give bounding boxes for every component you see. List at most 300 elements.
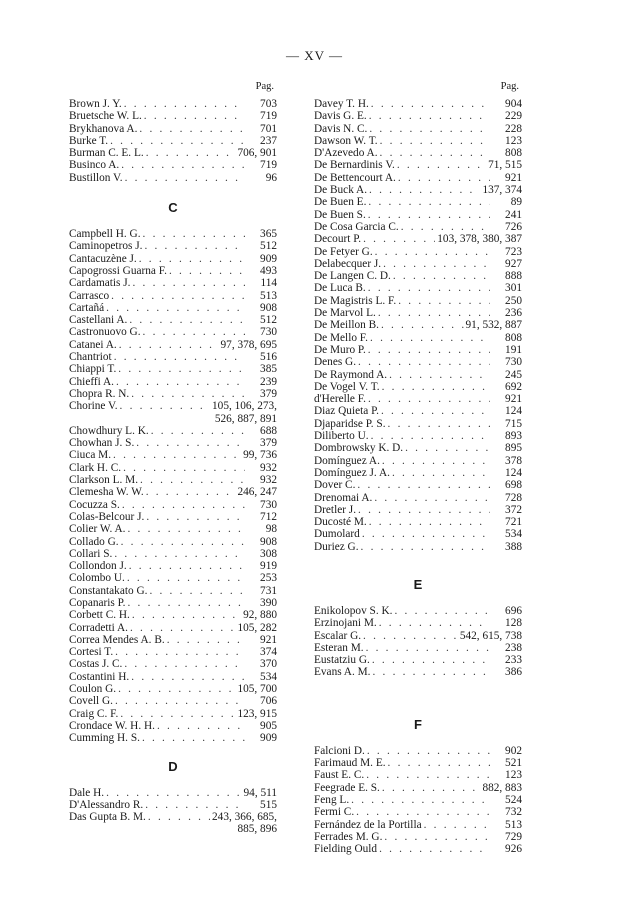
entry-name: De Buen S. (314, 208, 366, 221)
index-entry (314, 172, 522, 184)
dot-leader (383, 258, 490, 270)
index-column-right (314, 80, 522, 855)
dot-leader (424, 819, 490, 831)
dot-leader (120, 708, 235, 720)
index-entry (69, 425, 277, 437)
entry-pages: 895 (505, 442, 522, 455)
entry-name: Clarkson L. M. (69, 474, 139, 487)
dot-leader (381, 319, 464, 331)
entry-name: Costas J. C. (69, 658, 123, 671)
dot-leader (157, 720, 245, 732)
entry-pages: 229 (505, 110, 522, 123)
entry-pages: 388 (505, 540, 522, 553)
entry-pages: 123 (505, 134, 522, 147)
entry-name: Copanaris P. (69, 596, 126, 609)
index-entry (69, 228, 277, 240)
entry-pages: 882, 883 (482, 781, 522, 794)
dot-leader (118, 363, 245, 375)
index-entry (314, 745, 522, 757)
entry-name: Businco A. (69, 159, 120, 172)
entry-name: D'Azevedo A. (314, 147, 378, 160)
index-group (69, 98, 277, 184)
entry-name: De Fetyer G. (314, 245, 373, 258)
index-entry (69, 511, 277, 523)
entry-name: Dumolard (314, 528, 360, 541)
entry-name: Chieffi A. (69, 375, 114, 388)
entry-pages: 927 (505, 257, 522, 270)
dot-leader (131, 671, 245, 683)
entry-pages: 729 (505, 830, 522, 843)
entry-pages: 926 (505, 843, 522, 856)
entry-pages: 96 (265, 171, 277, 184)
index-entry (314, 617, 522, 629)
entry-name: De Magistris L. F. (314, 294, 397, 307)
entry-name: Chowdhury L. K. (69, 424, 149, 437)
entry-pages: 239 (260, 375, 277, 388)
entry-pages: 521 (505, 757, 522, 770)
index-entry (69, 98, 277, 110)
index-entry (69, 290, 277, 302)
entry-pages: 909 (260, 252, 277, 265)
entry-pages: 253 (260, 572, 277, 585)
index-entry (69, 695, 277, 707)
index-entry (69, 622, 277, 634)
entry-name: Faust E. C. (314, 769, 365, 782)
index-entry (314, 630, 522, 642)
entry-pages: 245 (505, 368, 522, 381)
index-entry (314, 605, 522, 617)
entry-name: Cocuzza S. (69, 498, 120, 511)
entry-name: Brykhanova A. (69, 122, 138, 135)
entry-name: De Luca B. (314, 282, 366, 295)
index-entry (69, 609, 277, 621)
entry-name: Falcioni D. (314, 744, 365, 757)
dot-leader (140, 474, 245, 486)
entry-name: Colier W. A. (69, 523, 126, 536)
entry-name: Enikolopov S. K. (314, 604, 393, 617)
dot-leader (139, 253, 245, 265)
entry-pages: 191 (505, 343, 522, 356)
index-entry (69, 474, 277, 486)
dot-leader (146, 147, 236, 159)
entry-name: Fernández de la Portilla (314, 818, 422, 831)
index-entry (69, 253, 277, 265)
entry-name: De Muro P. (314, 343, 366, 356)
index-entry (314, 757, 522, 769)
entry-pages: 137, 374 (482, 184, 522, 197)
entry-name: Dawson W. T. (314, 134, 378, 147)
entry-pages: 94, 511 (243, 786, 277, 799)
index-entry (314, 479, 522, 491)
index-entry (314, 418, 522, 430)
entry-pages: 365 (260, 228, 277, 241)
dot-leader (131, 388, 245, 400)
entry-pages: 512 (260, 240, 277, 253)
index-entry (69, 486, 277, 498)
dot-leader (356, 806, 490, 818)
entry-name: Capogrossi Guarna F. (69, 264, 167, 277)
entry-name: Burke T. (69, 134, 109, 147)
dot-leader (405, 442, 490, 454)
entry-pages: 908 (260, 301, 277, 314)
dot-leader (114, 351, 245, 363)
entry-name: Eustatziu G. (314, 654, 370, 667)
entry-pages: 233 (505, 654, 522, 667)
entry-pages: 909 (260, 732, 277, 745)
dot-leader (379, 617, 490, 629)
dot-leader (351, 794, 490, 806)
entry-name: Feegrade E. S. (314, 781, 380, 794)
entry-name: Das Gupta B. M. (69, 811, 146, 824)
entry-pages: 370 (260, 658, 277, 671)
entry-name: De Bettencourt A. (314, 171, 396, 184)
dot-leader (380, 135, 490, 147)
index-entry (314, 541, 522, 553)
index-entry (69, 811, 277, 823)
entry-pages: 542, 615, 738 (459, 629, 522, 642)
index-entry (314, 270, 522, 282)
dot-leader (366, 769, 490, 781)
index-entry (69, 339, 277, 351)
entry-name: Constantakato G. (69, 584, 148, 597)
entry-pages: 905 (260, 719, 277, 732)
index-entry (69, 159, 277, 171)
entry-name: Caminopetros J. (69, 240, 143, 253)
dot-leader (123, 462, 245, 474)
index-entry (69, 708, 277, 720)
index-entry (314, 123, 522, 135)
entry-name: Corbett C. H. (69, 609, 130, 622)
entry-pages: 493 (260, 264, 277, 277)
entry-name: Dale H. (69, 786, 105, 799)
dot-leader (169, 265, 245, 277)
index-entry (314, 528, 522, 540)
index-entry (69, 147, 277, 159)
index-entry (314, 430, 522, 442)
dot-leader (370, 332, 490, 344)
index-entry (314, 666, 522, 678)
dot-leader (368, 344, 490, 356)
index-entry (314, 455, 522, 467)
entry-pages: 513 (505, 818, 522, 831)
entry-name: Chantriot (69, 351, 112, 364)
index-entry (314, 442, 522, 454)
dot-leader (375, 246, 490, 258)
entry-name: De Meillon B. (314, 319, 379, 332)
dot-leader (116, 376, 245, 388)
entry-name: Dretler J. (314, 503, 357, 516)
entry-pages: 236 (505, 307, 522, 320)
index-entry (314, 769, 522, 781)
index-group (314, 98, 522, 553)
entry-pages: 698 (505, 479, 522, 492)
entry-pages: 526, 887, 891 (214, 412, 277, 425)
index-entry (69, 634, 277, 646)
dot-leader (367, 745, 490, 757)
entry-name: Diliberto U. (314, 430, 369, 443)
section-letter-c: C (168, 200, 178, 216)
dot-leader (358, 356, 490, 368)
entry-name: De Buen E. (314, 196, 367, 209)
entry-name: De Bernardinis V. (314, 159, 395, 172)
index-entry (314, 467, 522, 479)
entry-name: Decourt P. (314, 233, 362, 246)
entry-name: Ciuca M. (69, 449, 112, 462)
index-entry-continuation (69, 413, 277, 425)
index-entry (314, 209, 522, 221)
index-entry (69, 135, 277, 147)
index-entry (69, 585, 277, 597)
entry-name: Colas-Belcour J. (69, 510, 145, 523)
entry-name: Crondace W. H. H. (69, 719, 155, 732)
entry-pages: 732 (505, 806, 522, 819)
entry-pages: 808 (505, 147, 522, 160)
entry-name: Colombo U. (69, 572, 125, 585)
index-entry (314, 147, 522, 159)
entry-name: Ducosté M. (314, 516, 367, 529)
entry-pages: 921 (260, 633, 277, 646)
dot-leader (362, 528, 490, 540)
dot-leader (368, 282, 490, 294)
entry-name: Covell G. (69, 695, 113, 708)
dot-leader (368, 393, 490, 405)
index-entry (69, 787, 277, 799)
entry-name: Cartañá (69, 301, 105, 314)
index-entry (314, 258, 522, 270)
entry-pages: 534 (260, 670, 277, 683)
pag-label: Pag. (500, 81, 519, 92)
entry-name: De Cosa Garcia C. (314, 220, 399, 233)
dot-leader (366, 642, 490, 654)
entry-pages: 902 (505, 744, 522, 757)
entry-name: Dombrowsky K. D. (314, 442, 404, 455)
index-entry (314, 110, 522, 122)
entry-name: Domínguez J. A. (314, 466, 390, 479)
dot-leader (139, 123, 245, 135)
index-entry (69, 110, 277, 122)
index-entry (69, 314, 277, 326)
entry-pages: 719 (260, 159, 277, 172)
entry-name: Corradetti A. (69, 621, 128, 634)
entry-name: De Raymond A. (314, 368, 388, 381)
dot-leader (393, 270, 490, 282)
entry-name: Collado G. (69, 535, 119, 548)
entry-pages: 701 (260, 122, 277, 135)
entry-name: Costantini H. (69, 670, 130, 683)
entry-pages: 91, 532, 887 (465, 319, 522, 332)
dot-leader (127, 572, 245, 584)
dot-leader (151, 425, 245, 437)
entry-name: Castronuovo G. (69, 326, 141, 339)
index-entry (314, 135, 522, 147)
entry-name: Bustillon V. (69, 171, 123, 184)
index-entry (314, 843, 522, 855)
entry-name: Castellani A. (69, 314, 128, 327)
entry-pages: 921 (505, 171, 522, 184)
dot-leader (374, 492, 490, 504)
dot-leader (394, 605, 490, 617)
index-entry (314, 295, 522, 307)
entry-name: D'Alessandro R. (69, 798, 144, 811)
entry-name: Chorine V. (69, 400, 118, 413)
dot-leader (363, 233, 435, 245)
dot-leader (110, 135, 245, 147)
dot-leader (118, 683, 235, 695)
dot-leader (369, 516, 490, 528)
entry-name: Ferrades M. G. (314, 830, 383, 843)
index-entry (314, 504, 522, 516)
entry-name: Fielding Ould (314, 843, 378, 856)
index-entry (69, 376, 277, 388)
index-group (314, 605, 522, 679)
entry-name: Cumming H. S. (69, 732, 140, 745)
entry-pages: 372 (505, 503, 522, 516)
dot-leader (146, 486, 236, 498)
entry-pages: 730 (260, 326, 277, 339)
dot-leader (369, 184, 480, 196)
entry-pages: 105, 700 (237, 683, 277, 696)
entry-pages: 885, 896 (237, 823, 277, 836)
dot-leader (369, 123, 490, 135)
dot-leader (121, 159, 245, 171)
entry-name: Collondon J. (69, 560, 127, 573)
dot-leader (122, 499, 245, 511)
dot-leader (148, 811, 210, 823)
entry-name: Chowhan J. S. (69, 437, 135, 450)
entry-pages: 124 (505, 466, 522, 479)
entry-pages: 893 (505, 430, 522, 443)
index-entry (314, 831, 522, 843)
dot-leader (129, 560, 245, 572)
dot-leader (113, 449, 241, 461)
dot-leader (398, 295, 490, 307)
index-entry (69, 363, 277, 375)
dot-leader (397, 159, 486, 171)
dot-leader (106, 787, 241, 799)
entry-name: Coulon G. (69, 683, 117, 696)
dot-leader (382, 455, 490, 467)
dot-leader (128, 523, 246, 535)
index-entry (314, 98, 522, 110)
entry-pages: 808 (505, 331, 522, 344)
entry-name: Bruetsche W. L. (69, 110, 142, 123)
dot-leader (125, 172, 245, 184)
entry-name: Evans A. M. (314, 666, 371, 679)
index-entry (69, 523, 277, 535)
entry-pages: 730 (505, 356, 522, 369)
dot-leader (121, 536, 245, 548)
dot-leader (371, 430, 490, 442)
entry-pages: 114 (260, 277, 277, 290)
index-entry (69, 548, 277, 560)
entry-pages: 105, 282 (237, 621, 277, 634)
dot-leader (401, 221, 490, 233)
entry-name: Cortesi T. (69, 646, 114, 659)
dot-leader (146, 511, 245, 523)
entry-pages: 123, 915 (237, 707, 277, 720)
index-entry (314, 654, 522, 666)
entry-pages: 105, 106, 273, (212, 400, 277, 413)
entry-pages: 932 (260, 461, 277, 474)
entry-pages: 688 (260, 424, 277, 437)
entry-pages: 731 (260, 584, 277, 597)
dot-leader (132, 609, 241, 621)
dot-leader (106, 302, 245, 314)
entry-name: De Vogel V. T. (314, 380, 380, 393)
entry-name: Djaparidse P. S. (314, 417, 386, 430)
dot-leader (357, 479, 490, 491)
dot-leader (144, 110, 245, 122)
index-entry (314, 794, 522, 806)
index-entry (69, 499, 277, 511)
section-letter-e: E (413, 576, 423, 592)
dot-leader (143, 326, 245, 338)
entry-name: Correa Mendes A. B. (69, 633, 165, 646)
index-entry (314, 405, 522, 417)
entry-pages: 692 (505, 380, 522, 393)
entry-name: Domínguez A. (314, 454, 380, 467)
dot-leader (372, 654, 490, 666)
index-entry (69, 326, 277, 338)
entry-name: Chiappi T. (69, 363, 117, 376)
entry-pages: 301 (505, 282, 522, 295)
index-entry (314, 381, 522, 393)
entry-pages: 390 (260, 596, 277, 609)
entry-pages: 379 (260, 437, 277, 450)
dot-leader (361, 541, 490, 553)
index-entry (69, 560, 277, 572)
dot-leader (392, 467, 490, 479)
entry-pages: 308 (260, 547, 277, 560)
entry-pages: 238 (505, 641, 522, 654)
entry-pages: 706, 901 (237, 147, 277, 160)
entry-pages: 524 (505, 793, 522, 806)
index-entry (69, 462, 277, 474)
entry-name: Craig C. F. (69, 707, 119, 720)
entry-name: Collari S. (69, 547, 113, 560)
index-entry (314, 393, 522, 405)
index-entry (69, 572, 277, 584)
dot-leader (115, 646, 245, 658)
entry-pages: 89 (510, 196, 522, 209)
index-entry (314, 492, 522, 504)
index-entry (69, 351, 277, 363)
index-entry (314, 344, 522, 356)
entry-name: De Buck A. (314, 184, 368, 197)
entry-pages: 99, 736 (243, 449, 277, 462)
index-entry (69, 646, 277, 658)
entry-pages: 696 (505, 604, 522, 617)
entry-name: Denes G. (314, 356, 357, 369)
entry-name: Dover C. (314, 479, 356, 492)
entry-pages: 516 (260, 351, 277, 364)
index-entry (314, 806, 522, 818)
entry-pages: 712 (260, 510, 277, 523)
entry-pages: 103, 378, 380, 387 (437, 233, 522, 246)
entry-name: Clemesha W. W. (69, 486, 144, 499)
entry-name: Brown J. Y. (69, 98, 122, 110)
index-entry (314, 642, 522, 654)
index-entry (314, 282, 522, 294)
dot-leader (379, 843, 490, 855)
dot-leader (368, 196, 490, 208)
entry-pages: 512 (260, 314, 277, 327)
entry-pages: 378 (505, 454, 522, 467)
index-entry (69, 437, 277, 449)
dot-leader (111, 290, 245, 302)
index-entry (314, 233, 522, 245)
index-entry (69, 302, 277, 314)
